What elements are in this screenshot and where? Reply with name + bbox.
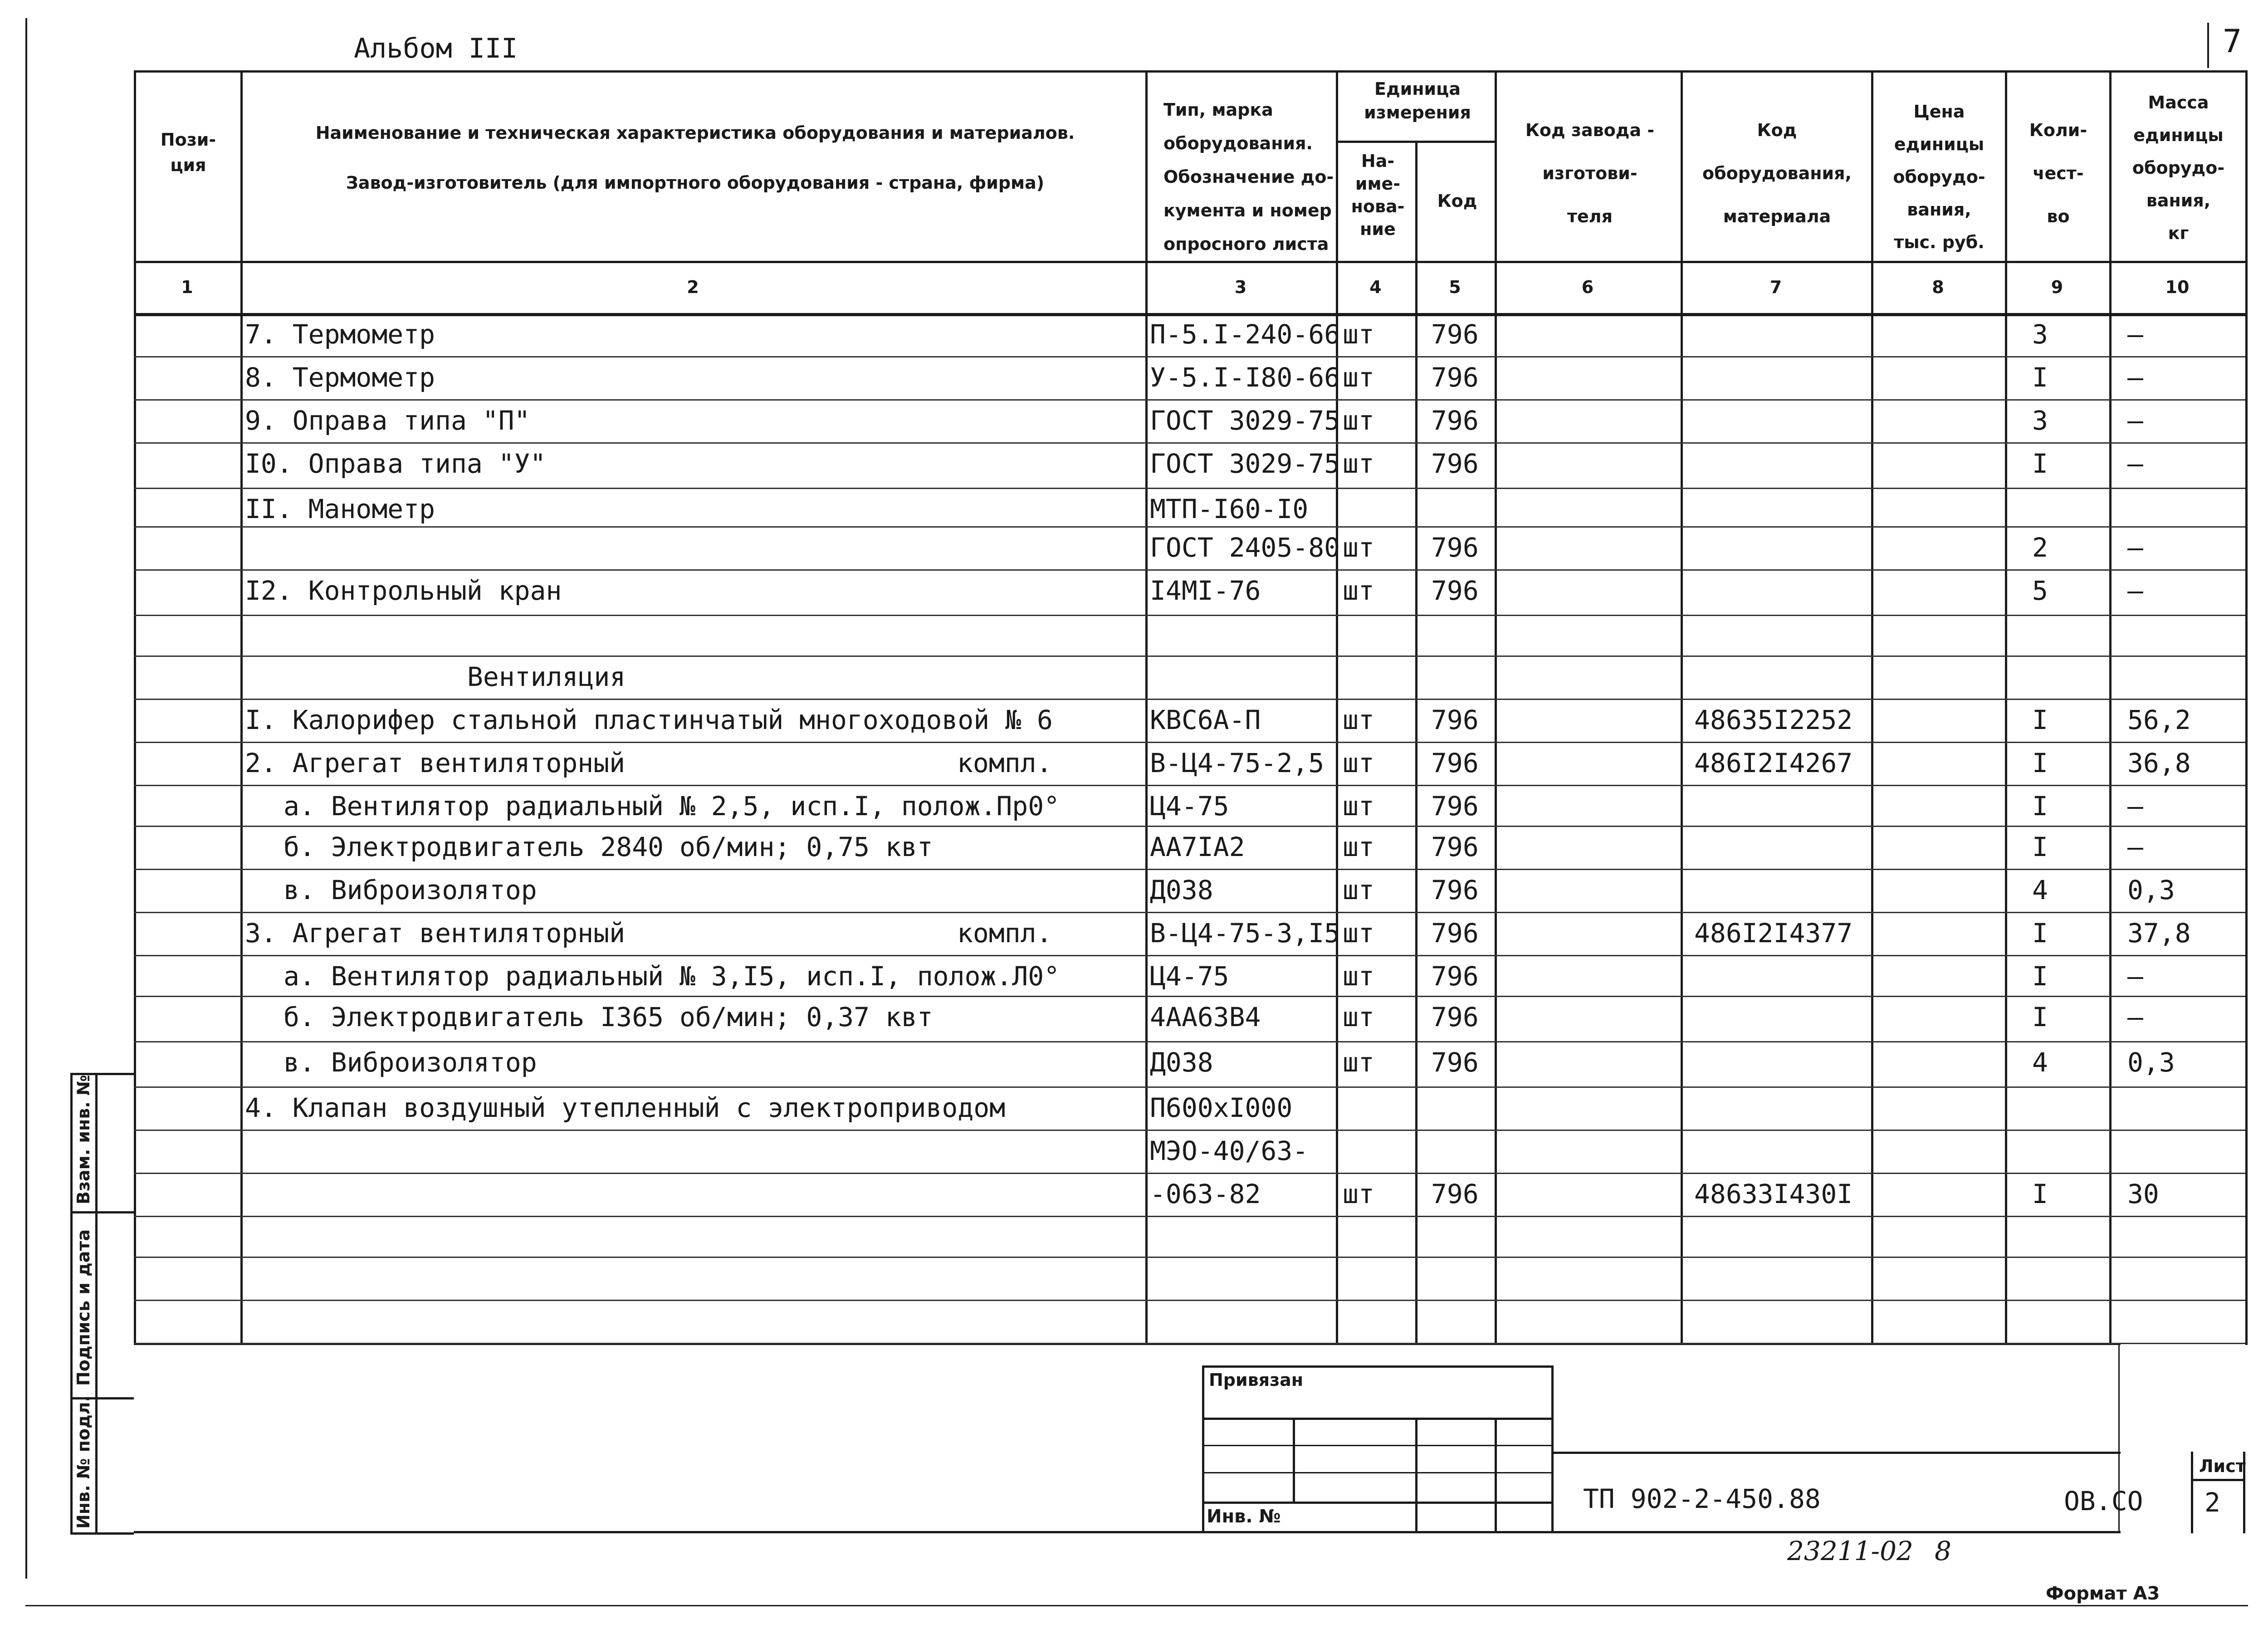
stamp-inv-no: Инв. № bbox=[1207, 1506, 1281, 1527]
row-divider bbox=[134, 1130, 2245, 1131]
item-quantity: I bbox=[2032, 448, 2048, 479]
side-label-replace-inv: Взам. инв. № bbox=[73, 1075, 93, 1204]
item-unit-code: 796 bbox=[1431, 319, 1479, 350]
item-mass: – bbox=[2127, 575, 2143, 606]
row-divider bbox=[134, 742, 2245, 743]
column-number: 9 bbox=[2051, 277, 2063, 297]
item-quantity: 5 bbox=[2032, 575, 2048, 606]
header-col3: Тип, марка оборудования. Обозначение до- кумента и номер опросного листа bbox=[1163, 100, 1334, 254]
item-mass: 30 bbox=[2127, 1179, 2159, 1209]
item-equip-code: 486I2I4377 bbox=[1694, 918, 1853, 949]
item-unit-code: 796 bbox=[1431, 791, 1479, 822]
stamp-doc-code: ТП 902-2-450.88 bbox=[1583, 1483, 1821, 1514]
item-mass: 0,3 bbox=[2127, 1047, 2175, 1078]
item-name: 2. Агрегат вентиляторный bbox=[245, 748, 626, 778]
row-divider bbox=[134, 569, 2245, 571]
item-name: 8. Термометр bbox=[245, 362, 435, 393]
item-unit-code: 796 bbox=[1431, 532, 1479, 563]
column-divider bbox=[240, 70, 243, 1345]
item-type: -063-82 bbox=[1150, 1179, 1261, 1209]
item-type: П600хI000 bbox=[1150, 1092, 1293, 1123]
item-type: ГОСТ 3029-75 bbox=[1150, 405, 1340, 436]
item-name: а. Вентилятор радиальный № 2,5, исп.I, полож.Пр0° bbox=[284, 791, 1060, 822]
page-number: 7 bbox=[2223, 23, 2242, 60]
column-number: 6 bbox=[1581, 277, 1594, 297]
header-col9: Коли- чест- во bbox=[2029, 120, 2087, 226]
header-bottom-border bbox=[134, 261, 2245, 263]
item-unit-code: 796 bbox=[1431, 405, 1479, 436]
item-name: 3. Агрегат вентиляторный bbox=[245, 918, 626, 949]
format-label: Формат А3 bbox=[2046, 1583, 2160, 1604]
item-type: МЭО-40/63- bbox=[1150, 1135, 1309, 1166]
item-type: КВС6А-П bbox=[1150, 704, 1261, 735]
item-type: В-Ц4-75-3,I5 bbox=[1150, 918, 1340, 949]
table-top-border bbox=[134, 70, 2245, 73]
item-type: ГОСТ 2405-80 bbox=[1150, 532, 1340, 563]
item-quantity: I bbox=[2032, 832, 2048, 862]
item-mass: – bbox=[2127, 405, 2143, 436]
item-quantity: 3 bbox=[2032, 405, 2048, 436]
item-mass: – bbox=[2127, 791, 2143, 822]
item-unit: шт bbox=[1343, 319, 1374, 350]
row-divider bbox=[134, 1216, 2245, 1217]
item-type: ГОСТ 3029-75 bbox=[1150, 448, 1340, 479]
item-name: а. Вентилятор радиальный № 3,I5, исп.I, полож.Л0° bbox=[284, 961, 1060, 992]
header-col1: Пози- ция bbox=[160, 130, 216, 175]
row-divider bbox=[134, 1300, 2245, 1301]
column-number: 4 bbox=[1369, 277, 1382, 297]
row-divider bbox=[134, 699, 2245, 700]
item-type: I4MI-76 bbox=[1150, 575, 1261, 606]
item-unit-code: 796 bbox=[1431, 448, 1479, 479]
handwritten-number: 23211-02 bbox=[1787, 1536, 1913, 1566]
row-divider bbox=[134, 488, 2245, 489]
item-name: в. Виброизолятор bbox=[284, 875, 537, 905]
number-row-bottom-border bbox=[134, 313, 2245, 316]
item-mass: 56,2 bbox=[2127, 704, 2191, 735]
item-name: б. Электродвигатель 2840 об/мин; 0,75 квт bbox=[284, 832, 933, 862]
item-quantity: I bbox=[2032, 704, 2048, 735]
item-unit: шт bbox=[1343, 1179, 1374, 1209]
item-equip-code: 48635I2252 bbox=[1694, 704, 1853, 735]
item-mass: – bbox=[2127, 362, 2143, 393]
row-divider bbox=[134, 1257, 2245, 1258]
row-divider bbox=[134, 996, 2245, 997]
header-col2-line2: Завод-изготовитель (для импортного оборудования - страна, фирма) bbox=[346, 173, 1045, 193]
item-mass: – bbox=[2127, 961, 2143, 992]
item-unit-suffix: компл. bbox=[957, 748, 1052, 778]
item-unit: шт bbox=[1343, 704, 1374, 735]
row-divider bbox=[134, 1343, 2245, 1344]
item-name: 9. Оправа типа "П" bbox=[245, 405, 530, 436]
stamp-section-code: ОВ.СО bbox=[2064, 1486, 2143, 1517]
item-unit-code: 796 bbox=[1431, 704, 1479, 735]
item-name: II. Манометр bbox=[245, 494, 435, 524]
item-unit: шт bbox=[1343, 832, 1374, 862]
item-type: В-Ц4-75-2,5 bbox=[1150, 748, 1325, 778]
header-col6: Код завода - изготови- теля bbox=[1525, 120, 1655, 226]
item-unit-code: 796 bbox=[1431, 748, 1479, 778]
item-unit-suffix: компл. bbox=[957, 918, 1052, 949]
header-col4: На- име- нова- ние bbox=[1351, 151, 1405, 239]
item-type: П-5.I-240-66 bbox=[1150, 319, 1340, 350]
row-divider bbox=[134, 912, 2245, 913]
handwritten-page: 8 bbox=[1935, 1536, 1951, 1566]
item-name: 4. Клапан воздушный утепленный с электроприводом bbox=[245, 1092, 1006, 1123]
header-col5: Код bbox=[1437, 191, 1477, 211]
item-quantity: I bbox=[2032, 1179, 2048, 1209]
row-divider bbox=[134, 1173, 2245, 1174]
item-unit-code: 796 bbox=[1431, 575, 1479, 606]
album-label: Альбом III bbox=[354, 33, 518, 64]
column-divider bbox=[1681, 70, 1683, 1345]
item-type: У-5.I-I80-66 bbox=[1150, 362, 1340, 393]
item-quantity: 4 bbox=[2032, 1047, 2048, 1078]
row-divider bbox=[134, 656, 2245, 657]
column-divider bbox=[1145, 70, 1148, 1345]
column-divider bbox=[2245, 70, 2248, 1345]
column-divider bbox=[1871, 70, 1873, 1345]
item-unit-code: 796 bbox=[1431, 1002, 1479, 1032]
item-quantity: 4 bbox=[2032, 875, 2048, 905]
item-quantity: I bbox=[2032, 791, 2048, 822]
item-name: в. Виброизолятор bbox=[284, 1047, 537, 1078]
header-col7: Код оборудования, материала bbox=[1702, 120, 1852, 226]
item-quantity: 3 bbox=[2032, 319, 2048, 350]
row-divider bbox=[134, 526, 2245, 528]
item-unit-code: 796 bbox=[1431, 918, 1479, 949]
stamp-privyazan: Привязан bbox=[1209, 1370, 1304, 1390]
item-unit: шт bbox=[1343, 575, 1374, 606]
item-unit: шт bbox=[1343, 791, 1374, 822]
item-type: Д038 bbox=[1150, 875, 1213, 905]
item-name: Вентиляция bbox=[467, 661, 626, 692]
column-number: 3 bbox=[1234, 277, 1247, 297]
item-mass: 37,8 bbox=[2127, 918, 2191, 949]
item-quantity: I bbox=[2032, 961, 2048, 992]
column-divider bbox=[1495, 70, 1497, 1345]
item-quantity: I bbox=[2032, 748, 2048, 778]
item-quantity: I bbox=[2032, 1002, 2048, 1032]
item-type: АА7IА2 bbox=[1150, 832, 1245, 862]
item-unit: шт bbox=[1343, 875, 1374, 905]
item-unit-code: 796 bbox=[1431, 1047, 1479, 1078]
item-mass: – bbox=[2127, 1002, 2143, 1032]
item-quantity: I bbox=[2032, 362, 2048, 393]
column-number: 2 bbox=[687, 277, 699, 297]
item-unit: шт bbox=[1343, 961, 1374, 992]
item-unit: шт bbox=[1343, 748, 1374, 778]
item-unit: шт bbox=[1343, 448, 1374, 479]
column-number: 1 bbox=[181, 277, 193, 297]
side-label-inv-orig: Инв. № подл. bbox=[73, 1395, 93, 1529]
column-number: 5 bbox=[1449, 277, 1461, 297]
row-divider bbox=[134, 442, 2245, 444]
row-divider bbox=[134, 399, 2245, 401]
row-divider bbox=[134, 869, 2245, 870]
item-unit-code: 796 bbox=[1431, 362, 1479, 393]
item-unit-code: 796 bbox=[1431, 875, 1479, 905]
item-mass: – bbox=[2127, 532, 2143, 563]
header-col10: Масса единицы оборудо- вания, кг bbox=[2132, 93, 2225, 243]
header-col2-line1: Наименование и техническая характеристика оборудования и материалов. bbox=[315, 123, 1075, 143]
item-mass: 36,8 bbox=[2127, 748, 2191, 778]
stamp-sheet-label: Лист bbox=[2199, 1456, 2246, 1476]
item-name: I0. Оправа типа "У" bbox=[245, 448, 546, 479]
column-divider bbox=[2005, 70, 2007, 1345]
item-unit: шт bbox=[1343, 532, 1374, 563]
item-unit: шт bbox=[1343, 1002, 1374, 1032]
item-unit: шт bbox=[1343, 918, 1374, 949]
item-type: Ц4-75 bbox=[1150, 791, 1229, 822]
column-divider bbox=[1336, 70, 1338, 1345]
item-mass: – bbox=[2127, 448, 2143, 479]
row-divider bbox=[134, 356, 2245, 357]
item-mass: 0,3 bbox=[2127, 875, 2175, 905]
item-unit-code: 796 bbox=[1431, 832, 1479, 862]
item-mass: – bbox=[2127, 319, 2143, 350]
item-name: I. Калорифер стальной пластинчатый многоходовой № 6 bbox=[245, 704, 1053, 735]
item-name: 7. Термометр bbox=[245, 319, 435, 350]
item-type: МТП-I60-I0 bbox=[1150, 494, 1309, 524]
header-unit-group: Единица измерения bbox=[1364, 79, 1471, 122]
item-equip-code: 486I2I4267 bbox=[1694, 748, 1853, 778]
row-divider bbox=[134, 826, 2245, 827]
item-quantity: I bbox=[2032, 918, 2048, 949]
row-divider bbox=[134, 785, 2245, 786]
item-quantity: 2 bbox=[2032, 532, 2048, 563]
header-col8: Цена единицы оборудо- вания, тыс. руб. bbox=[1893, 102, 1985, 252]
stamp-sheet-number: 2 bbox=[2204, 1487, 2220, 1518]
item-type: Д038 bbox=[1150, 1047, 1213, 1078]
row-divider bbox=[134, 615, 2245, 616]
item-mass: – bbox=[2127, 832, 2143, 862]
item-unit-code: 796 bbox=[1431, 961, 1479, 992]
column-number: 8 bbox=[1932, 277, 1944, 297]
item-name: I2. Контрольный кран bbox=[245, 575, 562, 606]
column-number: 10 bbox=[2165, 277, 2190, 297]
item-unit: шт bbox=[1343, 1047, 1374, 1078]
item-name: б. Электродвигатель I365 об/мин; 0,37 квт bbox=[284, 1002, 933, 1032]
row-divider bbox=[134, 1041, 2245, 1042]
item-unit: шт bbox=[1343, 362, 1374, 393]
column-divider bbox=[134, 70, 136, 1345]
item-type: 4АА63В4 bbox=[1150, 1002, 1261, 1032]
column-number: 7 bbox=[1769, 277, 1782, 297]
row-divider bbox=[134, 1086, 2245, 1088]
side-label-signature-date: Подпись и дата bbox=[73, 1229, 93, 1386]
item-unit: шт bbox=[1343, 405, 1374, 436]
item-type: Ц4-75 bbox=[1150, 961, 1229, 992]
row-divider bbox=[134, 955, 2245, 956]
item-unit-code: 796 bbox=[1431, 1179, 1479, 1209]
column-divider bbox=[2109, 70, 2112, 1345]
item-equip-code: 48633I430I bbox=[1694, 1179, 1853, 1209]
